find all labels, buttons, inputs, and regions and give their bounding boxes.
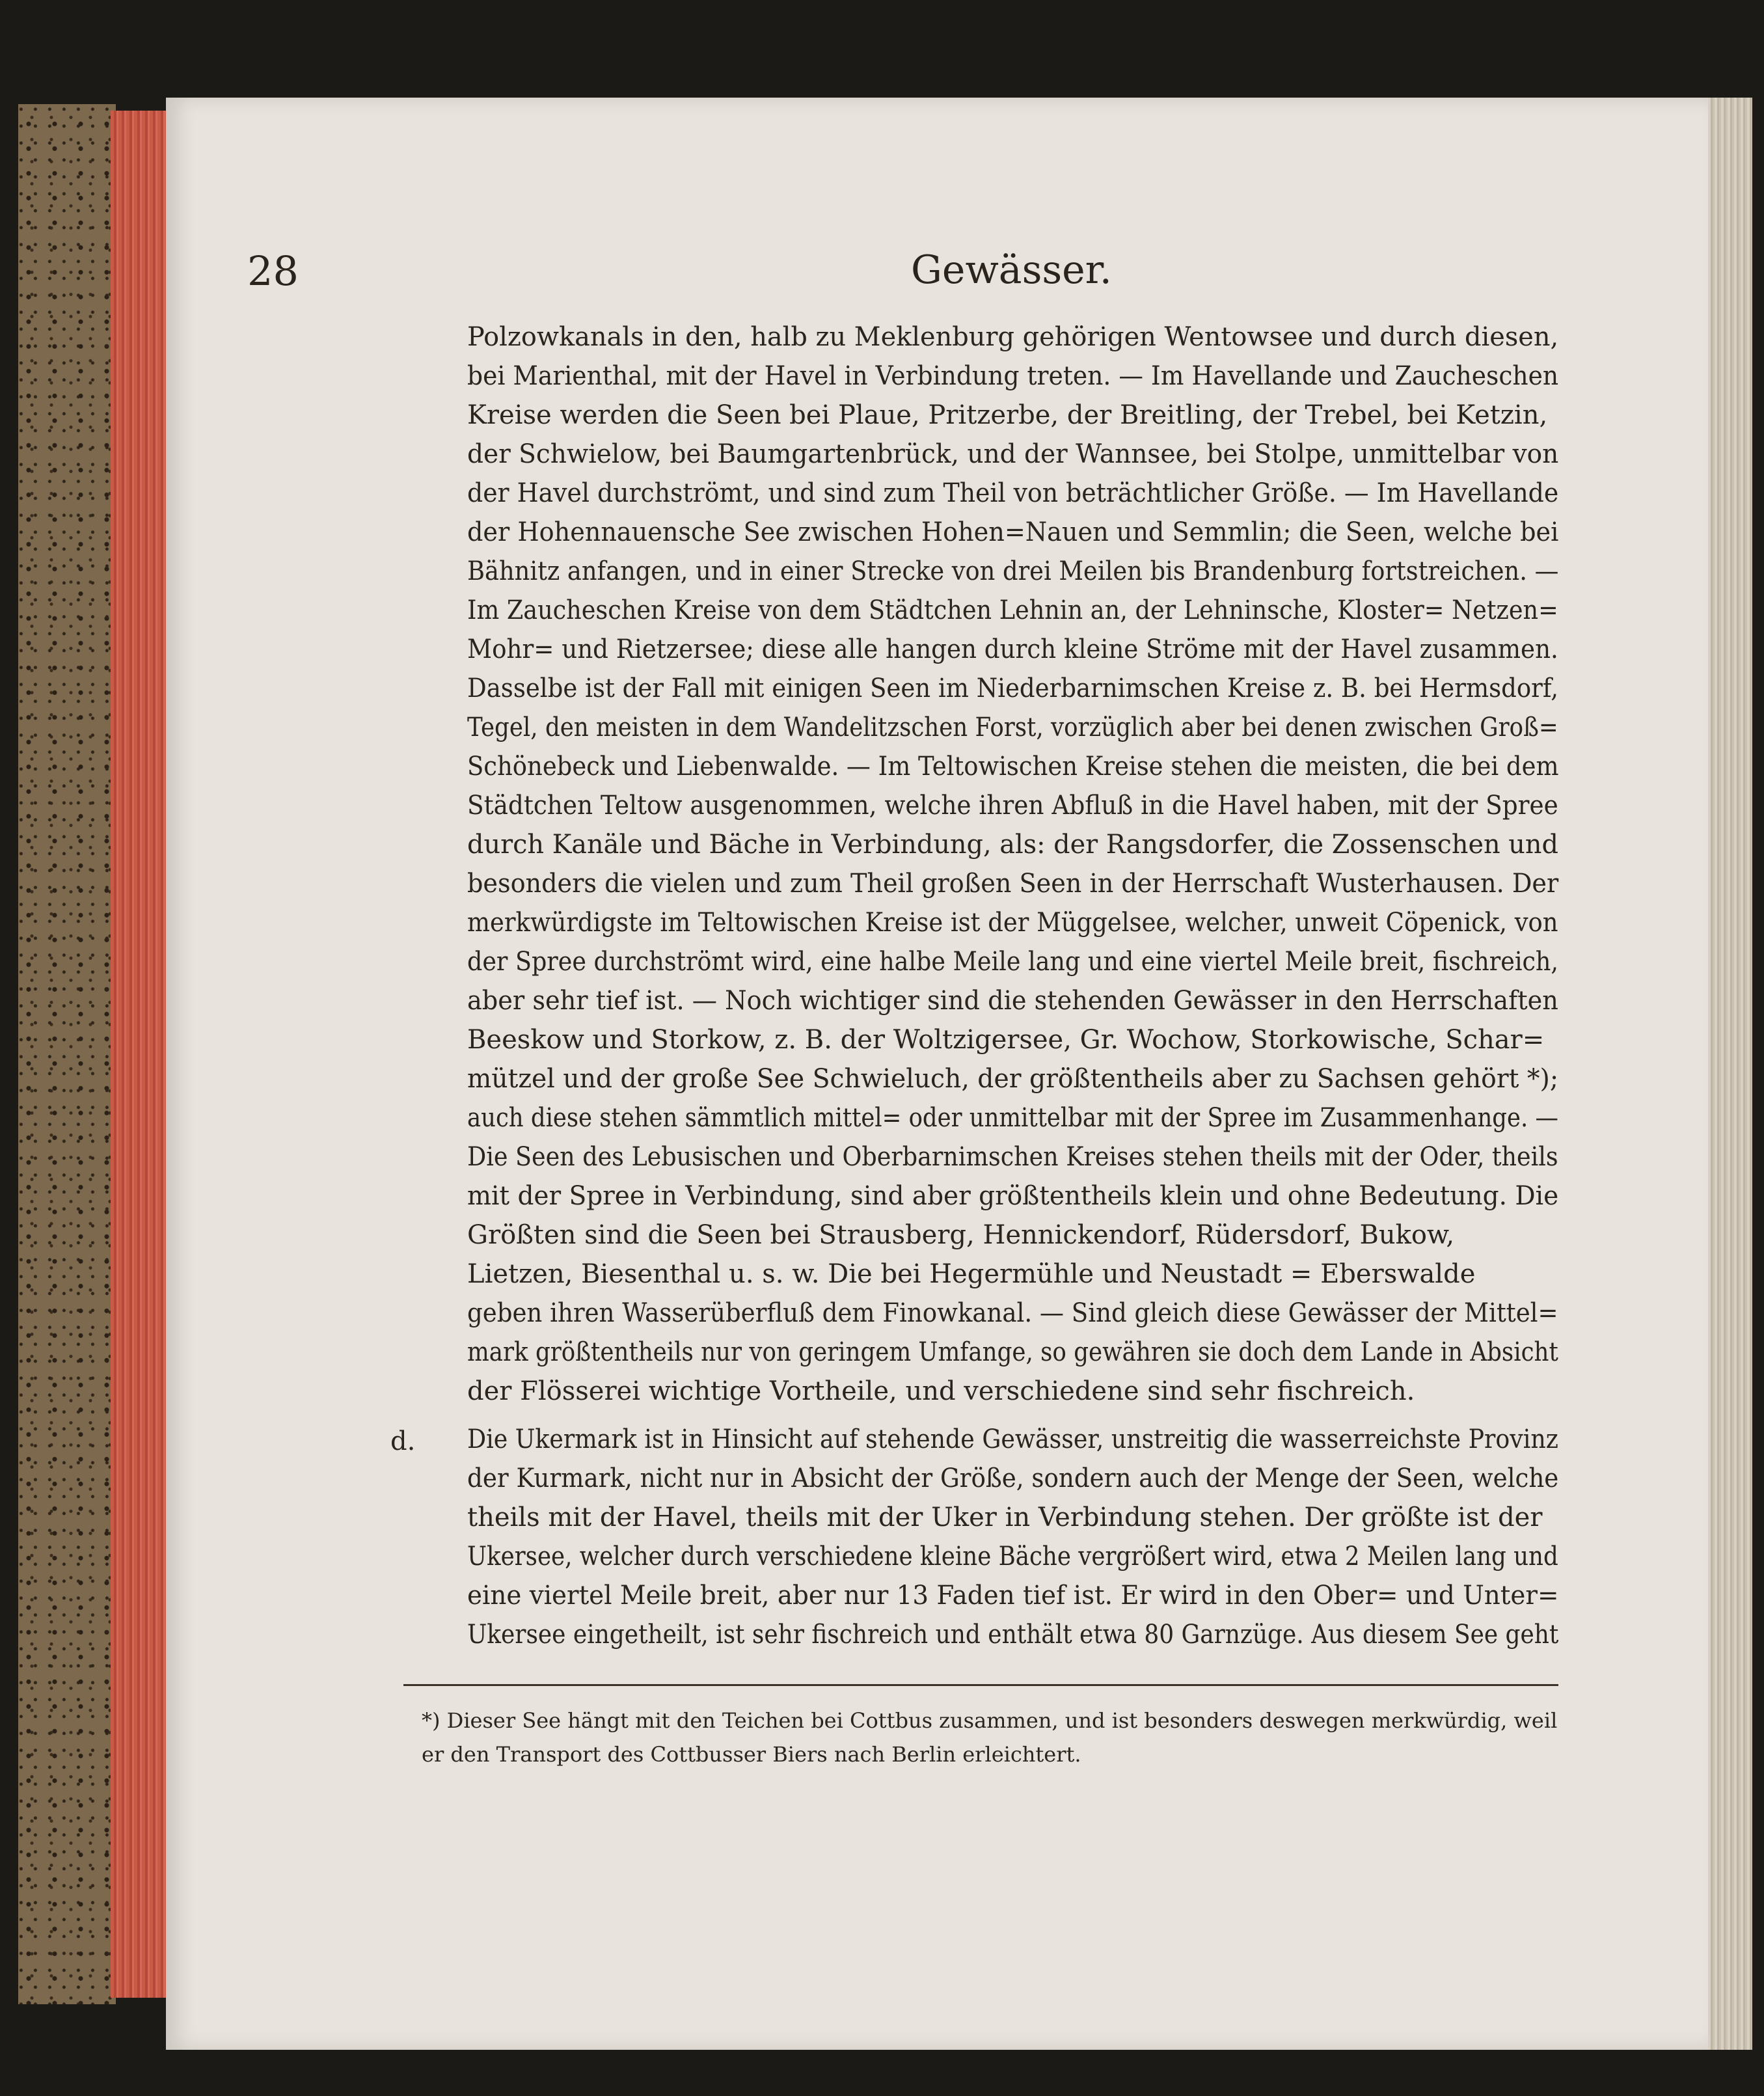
body-line: merkwürdigste im Teltowischen Kreise ist der Müggelsee, welcher, unweit Cöpenick, von [467,908,1558,938]
body-line: der Hohennauensche See zwischen Hohen=Nauen und Semmlin; die Seen, welche bei [467,517,1559,547]
body-line: Die Seen des Lebusischen und Oberbarnimschen Kreises stehen theils mit der Oder, theils [467,1142,1558,1172]
body-line: bei Marienthal, mit der Havel in Verbindung treten. — Im Havellande und Zaucheschen [467,361,1559,391]
body-line: Ukersee, welcher durch verschiedene kleine Bäche vergrößert wird, etwa 2 Meilen lang und [467,1542,1558,1572]
page-edges-right [1702,98,1752,2050]
body-line: Tegel, den meisten in dem Wandelitzschen Forst, vorzüglich aber bei denen zwischen Groß= [467,713,1558,742]
body-line: Städtchen Teltow ausgenommen, welche ihren Abfluß in die Havel haben, mit der Spree [467,791,1558,821]
body-line: Ukersee eingetheilt, ist sehr fischreich und enthält etwa 80 Garnzüge. Aus diesem See geht [467,1620,1559,1650]
section-marker: d. [390,1426,416,1456]
body-line: geben ihren Wasserüberfluß dem Finowkanal. — Sind gleich diese Gewässer der Mittel= [467,1298,1558,1328]
body-line: theils mit der Havel, theils mit der Uker in Verbindung stehen. Der größte ist der [467,1503,1543,1532]
body-line: der Flösserei wichtige Vortheile, und verschiedene sind sehr fischreich. [467,1376,1415,1406]
footnote-line: *) Dieser See hängt mit den Teichen bei Cottbus zusammen, und ist besonders deswegen merkwürdig, weil [422,1708,1558,1733]
body-line: Kreise werden die Seen bei Plaue, Pritzerbe, der Breitling, der Trebel, bei Ketzin, [467,400,1548,430]
body-line: Dasselbe ist der Fall mit einigen Seen im Niederbarnimschen Kreise z. B. bei Hermsdorf, [467,674,1559,703]
body-line: aber sehr tief ist. — Noch wichtiger sind die stehenden Gewässer in den Herrschaften [467,986,1558,1016]
body-line: Mohr= und Rietzersee; diese alle hangen durch kleine Ströme mit der Havel zusammen. [467,634,1558,664]
body-line: der Spree durchströmt wird, eine halbe Meile lang und eine viertel Meile breit, fischreich, [467,947,1559,977]
body-line: Im Zaucheschen Kreise von dem Städtchen Lehnin an, der Lehninsche, Kloster= Netzen= [467,595,1558,625]
body-line: Größten sind die Seen bei Strausberg, Hennickendorf, Rüdersdorf, Bukow, [467,1220,1455,1250]
body-line: Polzowkanals in den, halb zu Meklenburg gehörigen Wentowsee und durch diesen, [467,322,1559,352]
body-line: der Havel durchströmt, und sind zum Theil von beträchtlicher Größe. — Im Havellande [467,478,1559,508]
body-line: mit der Spree in Verbindung, sind aber größtentheils klein und ohne Bedeutung. Die [467,1181,1559,1211]
running-head: Gewässer. [911,247,1112,293]
body-line: durch Kanäle und Bäche in Verbindung, als: der Rangsdorfer, die Zossenschen und [467,830,1558,860]
body-line: besonders die vielen und zum Theil großen Seen in der Herrschaft Wusterhausen. Der [467,869,1559,899]
body-line: der Schwielow, bei Baumgartenbrück, und der Wannsee, bei Stolpe, unmittelbar von [467,439,1559,469]
body-line: mützel und der große See Schwieluch, der größtentheils aber zu Sachsen gehört *); [467,1064,1559,1094]
footnote-divider [403,1684,1558,1686]
body-line: mark größtentheils nur von geringem Umfange, so gewähren sie doch dem Lande in Absicht [467,1337,1558,1367]
body-line: Bähnitz anfangen, und in einer Strecke von drei Meilen bis Brandenburg fortstreichen. — [467,556,1559,586]
body-line: Lietzen, Biesenthal u. s. w. Die bei Hegermühle und Neustadt = Eberswalde [467,1259,1476,1289]
body-line: auch diese stehen sämmtlich mittel= oder unmittelbar mit der Spree im Zusammenhange. — [467,1103,1558,1133]
footnote-line: er den Transport des Cottbusser Biers nach Berlin erleichtert. [422,1742,1081,1767]
page-number: 28 [247,247,299,295]
body-line: Beeskow und Storkow, z. B. der Woltzigersee, Gr. Wochow, Storkowische, Schar= [467,1025,1545,1055]
body-line: eine viertel Meile breit, aber nur 13 Faden tief ist. Er wird in den Ober= und Unter= [467,1581,1559,1611]
body-line: Schönebeck und Liebenwalde. — Im Teltowischen Kreise stehen die meisten, die bei dem [467,752,1559,782]
book-cover-edge [18,104,116,2004]
body-line: der Kurmark, nicht nur in Absicht der Größe, sondern auch der Menge der Seen, welche [467,1463,1559,1493]
page-edges-red [111,111,169,1998]
body-line: Die Ukermark ist in Hinsicht auf stehende Gewässer, unstreitig die wasserreichste Provinz [467,1424,1558,1454]
